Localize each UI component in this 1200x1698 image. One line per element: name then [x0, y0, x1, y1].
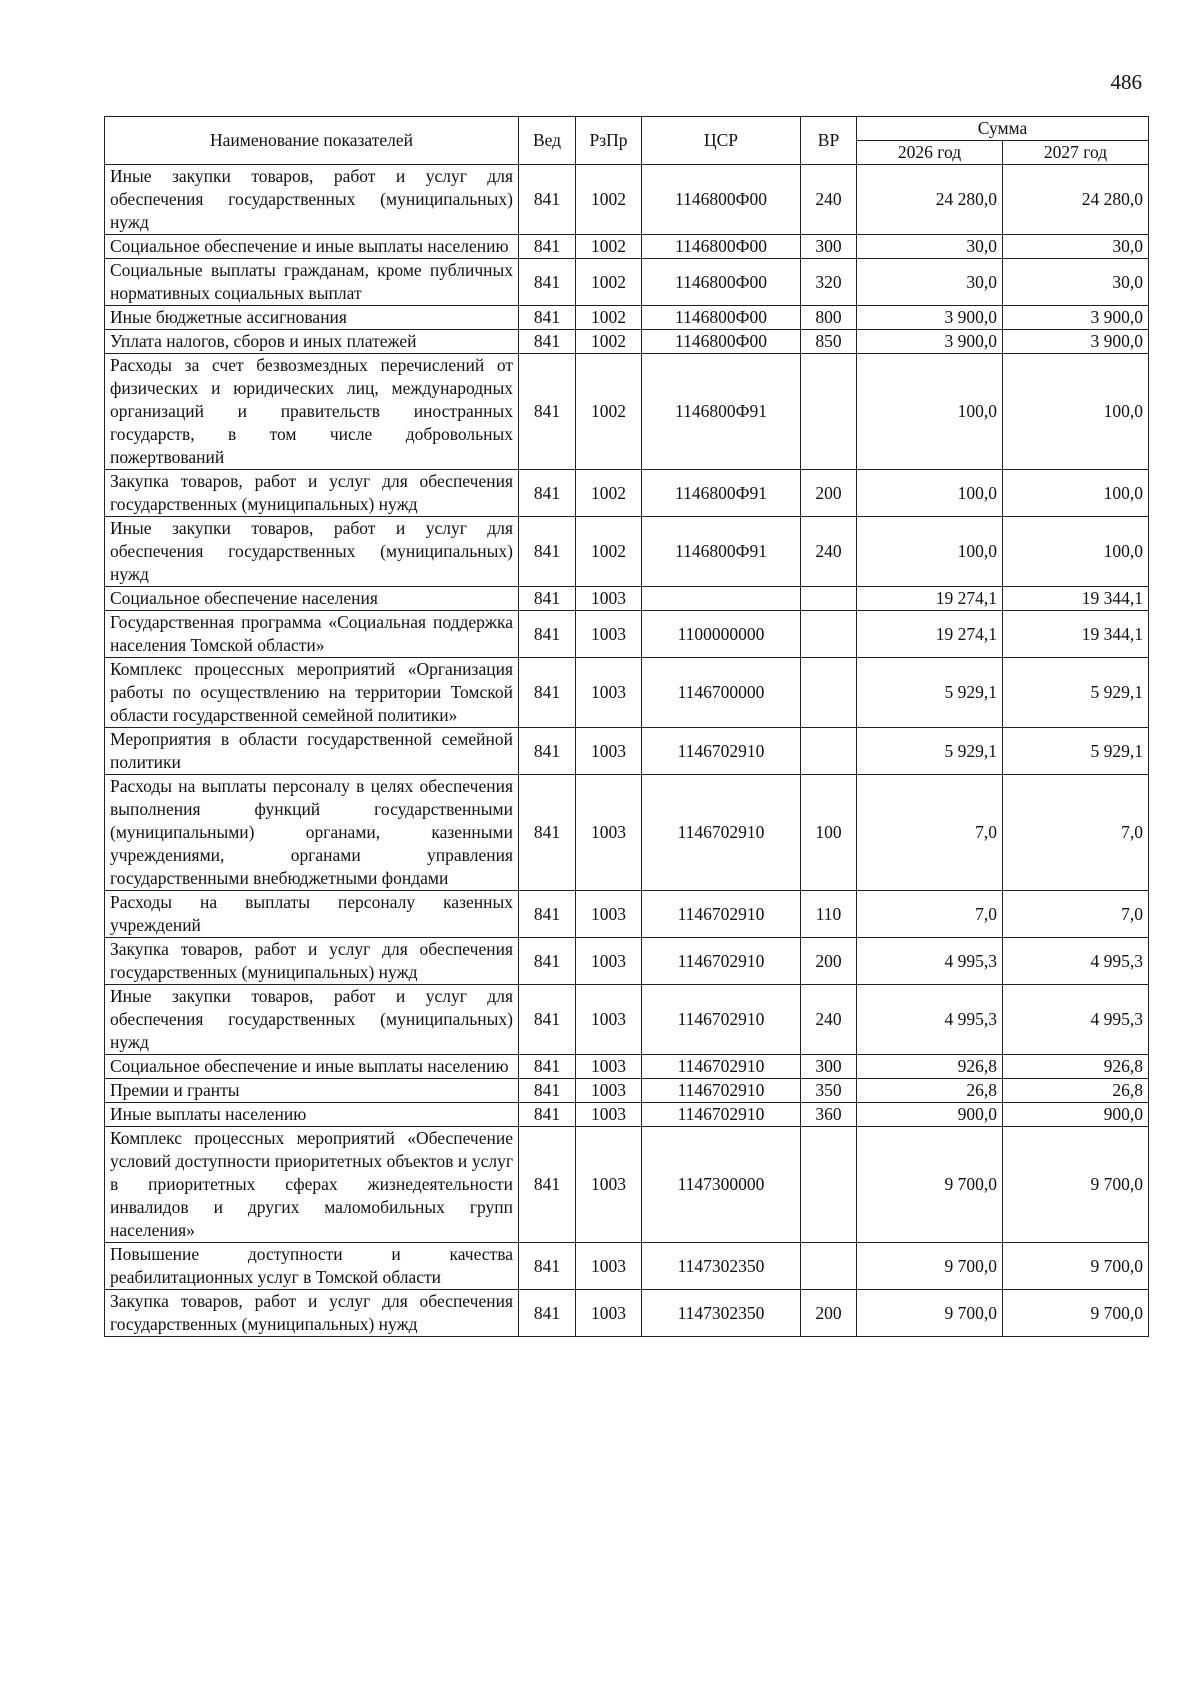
row-sum-2027: 100,0 — [1003, 470, 1149, 517]
row-rzpr: 1003 — [576, 587, 642, 611]
row-csr: 1146800Ф91 — [642, 470, 801, 517]
row-name: Комплекс процессных мероприятий «Обеспечение условий доступности приоритетных объектов и услуг в приоритетных сферах жизнедеятельности инвалидов и других маломобильных групп населения» — [105, 1127, 519, 1243]
row-csr: 1146702910 — [642, 1055, 801, 1079]
row-sum-2027: 926,8 — [1003, 1055, 1149, 1079]
row-ved: 841 — [519, 235, 576, 259]
row-sum-2027: 30,0 — [1003, 259, 1149, 306]
row-sum-2026: 30,0 — [857, 259, 1003, 306]
row-ved: 841 — [519, 1079, 576, 1103]
row-rzpr: 1002 — [576, 259, 642, 306]
row-name: Иные закупки товаров, работ и услуг для обеспечения государственных (муниципальных) нужд — [105, 985, 519, 1055]
table-row — [105, 775, 1149, 891]
row-rzpr: 1003 — [576, 1127, 642, 1243]
row-sum-2027: 30,0 — [1003, 235, 1149, 259]
row-name: Повышение доступности и качества реабилитационных услуг в Томской области — [105, 1243, 519, 1290]
row-sum-2027: 19 344,1 — [1003, 587, 1149, 611]
table-row — [105, 1079, 1149, 1103]
row-csr: 1147300000 — [642, 1127, 801, 1243]
row-name: Премии и гранты — [105, 1079, 519, 1103]
row-name: Расходы за счет безвозмездных перечислений от физических и юридических лиц, международных организаций и правительств иностранных государств, в том числе добровольных пожертвований — [105, 354, 519, 470]
table-row — [105, 728, 1149, 775]
header-row — [105, 117, 1149, 141]
row-vr: 350 — [801, 1079, 857, 1103]
row-rzpr: 1003 — [576, 985, 642, 1055]
row-ved: 841 — [519, 165, 576, 235]
table-row — [105, 165, 1149, 235]
row-vr: 850 — [801, 330, 857, 354]
row-ved: 841 — [519, 517, 576, 587]
row-rzpr: 1002 — [576, 330, 642, 354]
row-sum-2027: 9 700,0 — [1003, 1243, 1149, 1290]
row-name: Иные закупки товаров, работ и услуг для обеспечения государственных (муниципальных) нужд — [105, 165, 519, 235]
table-row — [105, 235, 1149, 259]
row-sum-2026: 100,0 — [857, 517, 1003, 587]
row-vr: 240 — [801, 165, 857, 235]
row-sum-2026: 9 700,0 — [857, 1127, 1003, 1243]
row-vr: 320 — [801, 259, 857, 306]
header-sum: Сумма — [857, 117, 1149, 141]
row-name: Расходы на выплаты персоналу казенных учреждений — [105, 891, 519, 938]
table-row — [105, 330, 1149, 354]
header-csr: ЦСР — [642, 117, 801, 165]
page-number: 486 — [1110, 70, 1142, 94]
row-csr: 1146800Ф00 — [642, 306, 801, 330]
budget-table — [104, 116, 1149, 1337]
row-sum-2027: 5 929,1 — [1003, 658, 1149, 728]
table-row — [105, 1243, 1149, 1290]
header-year-2026: 2026 год — [857, 141, 1003, 165]
row-sum-2027: 7,0 — [1003, 891, 1149, 938]
row-sum-2026: 19 274,1 — [857, 587, 1003, 611]
row-csr: 1146700000 — [642, 658, 801, 728]
row-ved: 841 — [519, 354, 576, 470]
row-csr: 1146702910 — [642, 985, 801, 1055]
row-rzpr: 1003 — [576, 1243, 642, 1290]
row-vr: 360 — [801, 1103, 857, 1127]
row-ved: 841 — [519, 1055, 576, 1079]
row-csr: 1146702910 — [642, 1079, 801, 1103]
row-sum-2027: 4 995,3 — [1003, 938, 1149, 985]
row-csr: 1146702910 — [642, 1103, 801, 1127]
row-vr: 100 — [801, 775, 857, 891]
row-rzpr: 1002 — [576, 354, 642, 470]
row-vr — [801, 354, 857, 470]
row-vr — [801, 1127, 857, 1243]
row-csr: 1146702910 — [642, 938, 801, 985]
row-rzpr: 1002 — [576, 165, 642, 235]
row-name: Государственная программа «Социальная поддержка населения Томской области» — [105, 611, 519, 658]
row-ved: 841 — [519, 1103, 576, 1127]
row-sum-2026: 9 700,0 — [857, 1243, 1003, 1290]
row-name: Мероприятия в области государственной семейной политики — [105, 728, 519, 775]
row-rzpr: 1002 — [576, 517, 642, 587]
row-sum-2027: 4 995,3 — [1003, 985, 1149, 1055]
row-ved: 841 — [519, 587, 576, 611]
table-row — [105, 587, 1149, 611]
row-sum-2026: 100,0 — [857, 470, 1003, 517]
row-rzpr: 1003 — [576, 728, 642, 775]
row-rzpr: 1003 — [576, 658, 642, 728]
row-sum-2027: 9 700,0 — [1003, 1127, 1149, 1243]
row-sum-2026: 3 900,0 — [857, 330, 1003, 354]
row-name: Расходы на выплаты персоналу в целях обеспечения выполнения функций государственными (муниципальными) органами, казенными учреждениями, органами управления государственными внебюджетными фондами — [105, 775, 519, 891]
row-sum-2026: 900,0 — [857, 1103, 1003, 1127]
row-sum-2027: 19 344,1 — [1003, 611, 1149, 658]
row-rzpr: 1002 — [576, 306, 642, 330]
row-sum-2026: 26,8 — [857, 1079, 1003, 1103]
table-row — [105, 1127, 1149, 1243]
row-sum-2026: 4 995,3 — [857, 938, 1003, 985]
row-name: Закупка товаров, работ и услуг для обеспечения государственных (муниципальных) нужд — [105, 470, 519, 517]
row-vr: 300 — [801, 235, 857, 259]
header-ved: Вед — [519, 117, 576, 165]
row-ved: 841 — [519, 1290, 576, 1337]
row-vr: 200 — [801, 1290, 857, 1337]
row-ved: 841 — [519, 985, 576, 1055]
row-name: Закупка товаров, работ и услуг для обеспечения государственных (муниципальных) нужд — [105, 938, 519, 985]
row-vr — [801, 587, 857, 611]
table-row — [105, 470, 1149, 517]
row-ved: 841 — [519, 1243, 576, 1290]
row-sum-2027: 900,0 — [1003, 1103, 1149, 1127]
table-row — [105, 611, 1149, 658]
row-sum-2026: 30,0 — [857, 235, 1003, 259]
row-sum-2026: 3 900,0 — [857, 306, 1003, 330]
row-sum-2026: 4 995,3 — [857, 985, 1003, 1055]
table-body — [105, 165, 1149, 1337]
table-row — [105, 1290, 1149, 1337]
row-sum-2027: 9 700,0 — [1003, 1290, 1149, 1337]
row-ved: 841 — [519, 775, 576, 891]
header-year-2027: 2027 год — [1003, 141, 1149, 165]
row-ved: 841 — [519, 259, 576, 306]
row-sum-2027: 7,0 — [1003, 775, 1149, 891]
row-rzpr: 1002 — [576, 470, 642, 517]
row-csr: 1146702910 — [642, 775, 801, 891]
row-csr: 1147302350 — [642, 1290, 801, 1337]
row-csr: 1146800Ф00 — [642, 259, 801, 306]
row-vr: 240 — [801, 517, 857, 587]
row-ved: 841 — [519, 891, 576, 938]
row-ved: 841 — [519, 470, 576, 517]
row-ved: 841 — [519, 728, 576, 775]
row-sum-2027: 24 280,0 — [1003, 165, 1149, 235]
row-rzpr: 1003 — [576, 938, 642, 985]
row-rzpr: 1003 — [576, 775, 642, 891]
row-csr: 1146800Ф00 — [642, 165, 801, 235]
row-csr: 1100000000 — [642, 611, 801, 658]
row-csr: 1146702910 — [642, 891, 801, 938]
row-vr: 300 — [801, 1055, 857, 1079]
row-name: Социальное обеспечение и иные выплаты населению — [105, 235, 519, 259]
row-rzpr: 1003 — [576, 1103, 642, 1127]
table-row — [105, 354, 1149, 470]
table-row — [105, 1055, 1149, 1079]
row-vr — [801, 728, 857, 775]
row-sum-2026: 100,0 — [857, 354, 1003, 470]
row-rzpr: 1003 — [576, 1055, 642, 1079]
row-name: Уплата налогов, сборов и иных платежей — [105, 330, 519, 354]
row-name: Закупка товаров, работ и услуг для обеспечения государственных (муниципальных) нужд — [105, 1290, 519, 1337]
row-rzpr: 1002 — [576, 235, 642, 259]
row-vr: 200 — [801, 470, 857, 517]
header-rzpr: РзПр — [576, 117, 642, 165]
row-sum-2026: 19 274,1 — [857, 611, 1003, 658]
row-sum-2026: 926,8 — [857, 1055, 1003, 1079]
row-sum-2027: 5 929,1 — [1003, 728, 1149, 775]
row-csr: 1147302350 — [642, 1243, 801, 1290]
row-vr: 240 — [801, 985, 857, 1055]
row-csr: 1146702910 — [642, 728, 801, 775]
row-name: Социальное обеспечение и иные выплаты населению — [105, 1055, 519, 1079]
table-row — [105, 938, 1149, 985]
row-name: Социальное обеспечение населения — [105, 587, 519, 611]
row-name: Социальные выплаты гражданам, кроме публичных нормативных социальных выплат — [105, 259, 519, 306]
row-rzpr: 1003 — [576, 891, 642, 938]
row-sum-2026: 9 700,0 — [857, 1290, 1003, 1337]
row-name: Комплекс процессных мероприятий «Организация работы по осуществлению на территории Томской области государственной семейной политики» — [105, 658, 519, 728]
row-sum-2027: 100,0 — [1003, 517, 1149, 587]
row-rzpr: 1003 — [576, 1079, 642, 1103]
row-sum-2026: 5 929,1 — [857, 728, 1003, 775]
row-vr — [801, 658, 857, 728]
table-row — [105, 891, 1149, 938]
row-rzpr: 1003 — [576, 611, 642, 658]
header-name: Наименование показателей — [105, 117, 519, 165]
row-csr: 1146800Ф91 — [642, 517, 801, 587]
row-vr — [801, 611, 857, 658]
row-vr: 110 — [801, 891, 857, 938]
row-csr: 1146800Ф00 — [642, 235, 801, 259]
row-sum-2027: 100,0 — [1003, 354, 1149, 470]
row-sum-2026: 5 929,1 — [857, 658, 1003, 728]
table-row — [105, 1103, 1149, 1127]
row-sum-2026: 7,0 — [857, 891, 1003, 938]
row-ved: 841 — [519, 658, 576, 728]
header-vr: ВР — [801, 117, 857, 165]
row-ved: 841 — [519, 611, 576, 658]
row-vr — [801, 1243, 857, 1290]
table-row — [105, 985, 1149, 1055]
row-ved: 841 — [519, 306, 576, 330]
row-vr: 200 — [801, 938, 857, 985]
row-sum-2026: 7,0 — [857, 775, 1003, 891]
row-vr: 800 — [801, 306, 857, 330]
row-ved: 841 — [519, 1127, 576, 1243]
table-row — [105, 658, 1149, 728]
row-csr — [642, 587, 801, 611]
table-row — [105, 259, 1149, 306]
row-csr: 1146800Ф91 — [642, 354, 801, 470]
row-sum-2027: 3 900,0 — [1003, 306, 1149, 330]
row-csr: 1146800Ф00 — [642, 330, 801, 354]
row-sum-2026: 24 280,0 — [857, 165, 1003, 235]
table-row — [105, 306, 1149, 330]
row-ved: 841 — [519, 330, 576, 354]
row-name: Иные закупки товаров, работ и услуг для обеспечения государственных (муниципальных) нужд — [105, 517, 519, 587]
row-sum-2027: 3 900,0 — [1003, 330, 1149, 354]
row-sum-2027: 26,8 — [1003, 1079, 1149, 1103]
row-ved: 841 — [519, 938, 576, 985]
row-name: Иные бюджетные ассигнования — [105, 306, 519, 330]
row-name: Иные выплаты населению — [105, 1103, 519, 1127]
table-row — [105, 517, 1149, 587]
row-rzpr: 1003 — [576, 1290, 642, 1337]
